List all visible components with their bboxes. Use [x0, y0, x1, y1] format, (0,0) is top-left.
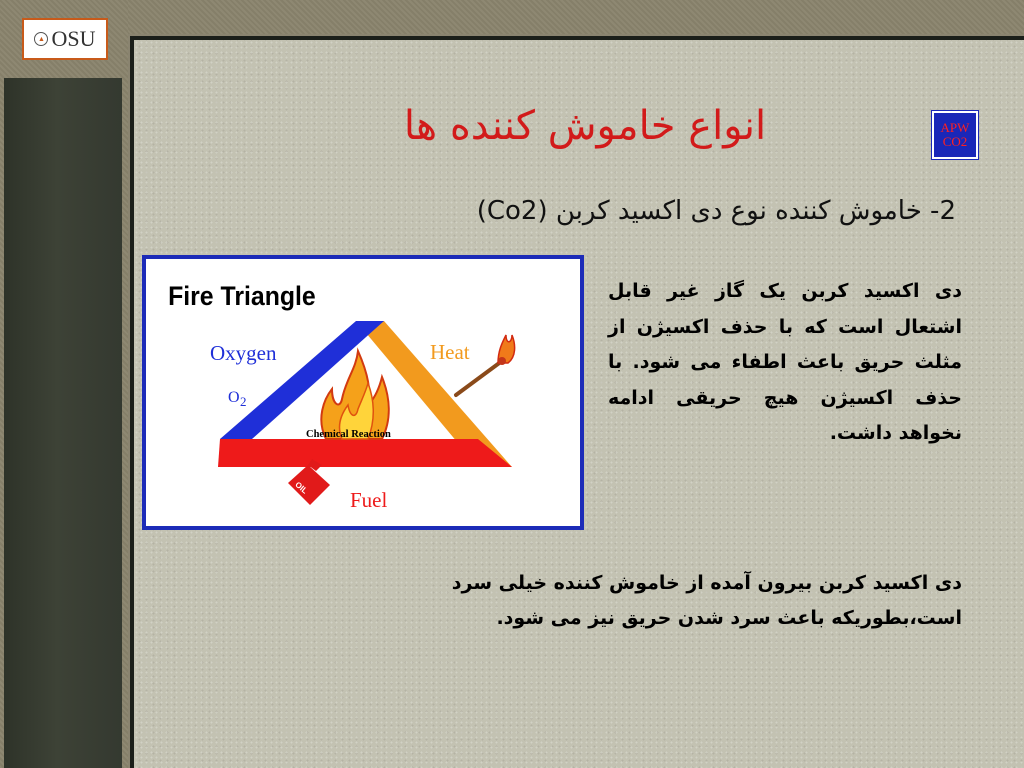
- fuel-side: [218, 439, 512, 467]
- frame-top-texture: [0, 0, 1024, 34]
- fire-triangle-figure: [142, 255, 584, 530]
- fuel-label: Fuel: [350, 488, 388, 512]
- left-dark-bar: [4, 78, 122, 768]
- seal-icon: ▲: [34, 32, 48, 46]
- o2-label: O: [228, 389, 240, 406]
- heat-label: Heat: [430, 340, 470, 364]
- co2-cooling-paragraph: دی اکسید کربن بیرون آمده از خاموش کننده خیلی سرد است،بطوریکه باعث سرد شدن حریق نیز می شود.: [451, 572, 962, 629]
- fuel-can-label: OIL: [293, 480, 310, 496]
- osu-logo: [22, 18, 108, 60]
- reaction-label: Chemical Reaction: [306, 429, 391, 440]
- badge-line-1: APW: [940, 120, 970, 135]
- slide-subtitle: 2- خاموش کننده نوع دی اکسید کربن (Co2): [476, 196, 956, 226]
- badge-line-2: CO2: [942, 134, 968, 149]
- o2-subscript: 2: [240, 394, 247, 409]
- fire-triangle-diagram: [146, 259, 580, 526]
- slide-title: انواع خاموش کننده ها: [403, 103, 767, 149]
- logo-text: OSU: [51, 26, 96, 51]
- apw-co2-badge: [932, 111, 978, 159]
- figure-title: Fire Triangle: [168, 282, 316, 312]
- co2-description-paragraph: دی اکسید کربن یک گاز غیر قابل اشتعال است که با حذف اکسیژن از مثلث حریق باعث اطفاء می شود. با حذف اکسیژن هیچ حریقی ادامه نخواهد داشت.: [608, 280, 962, 444]
- oxygen-label: Oxygen: [210, 341, 277, 365]
